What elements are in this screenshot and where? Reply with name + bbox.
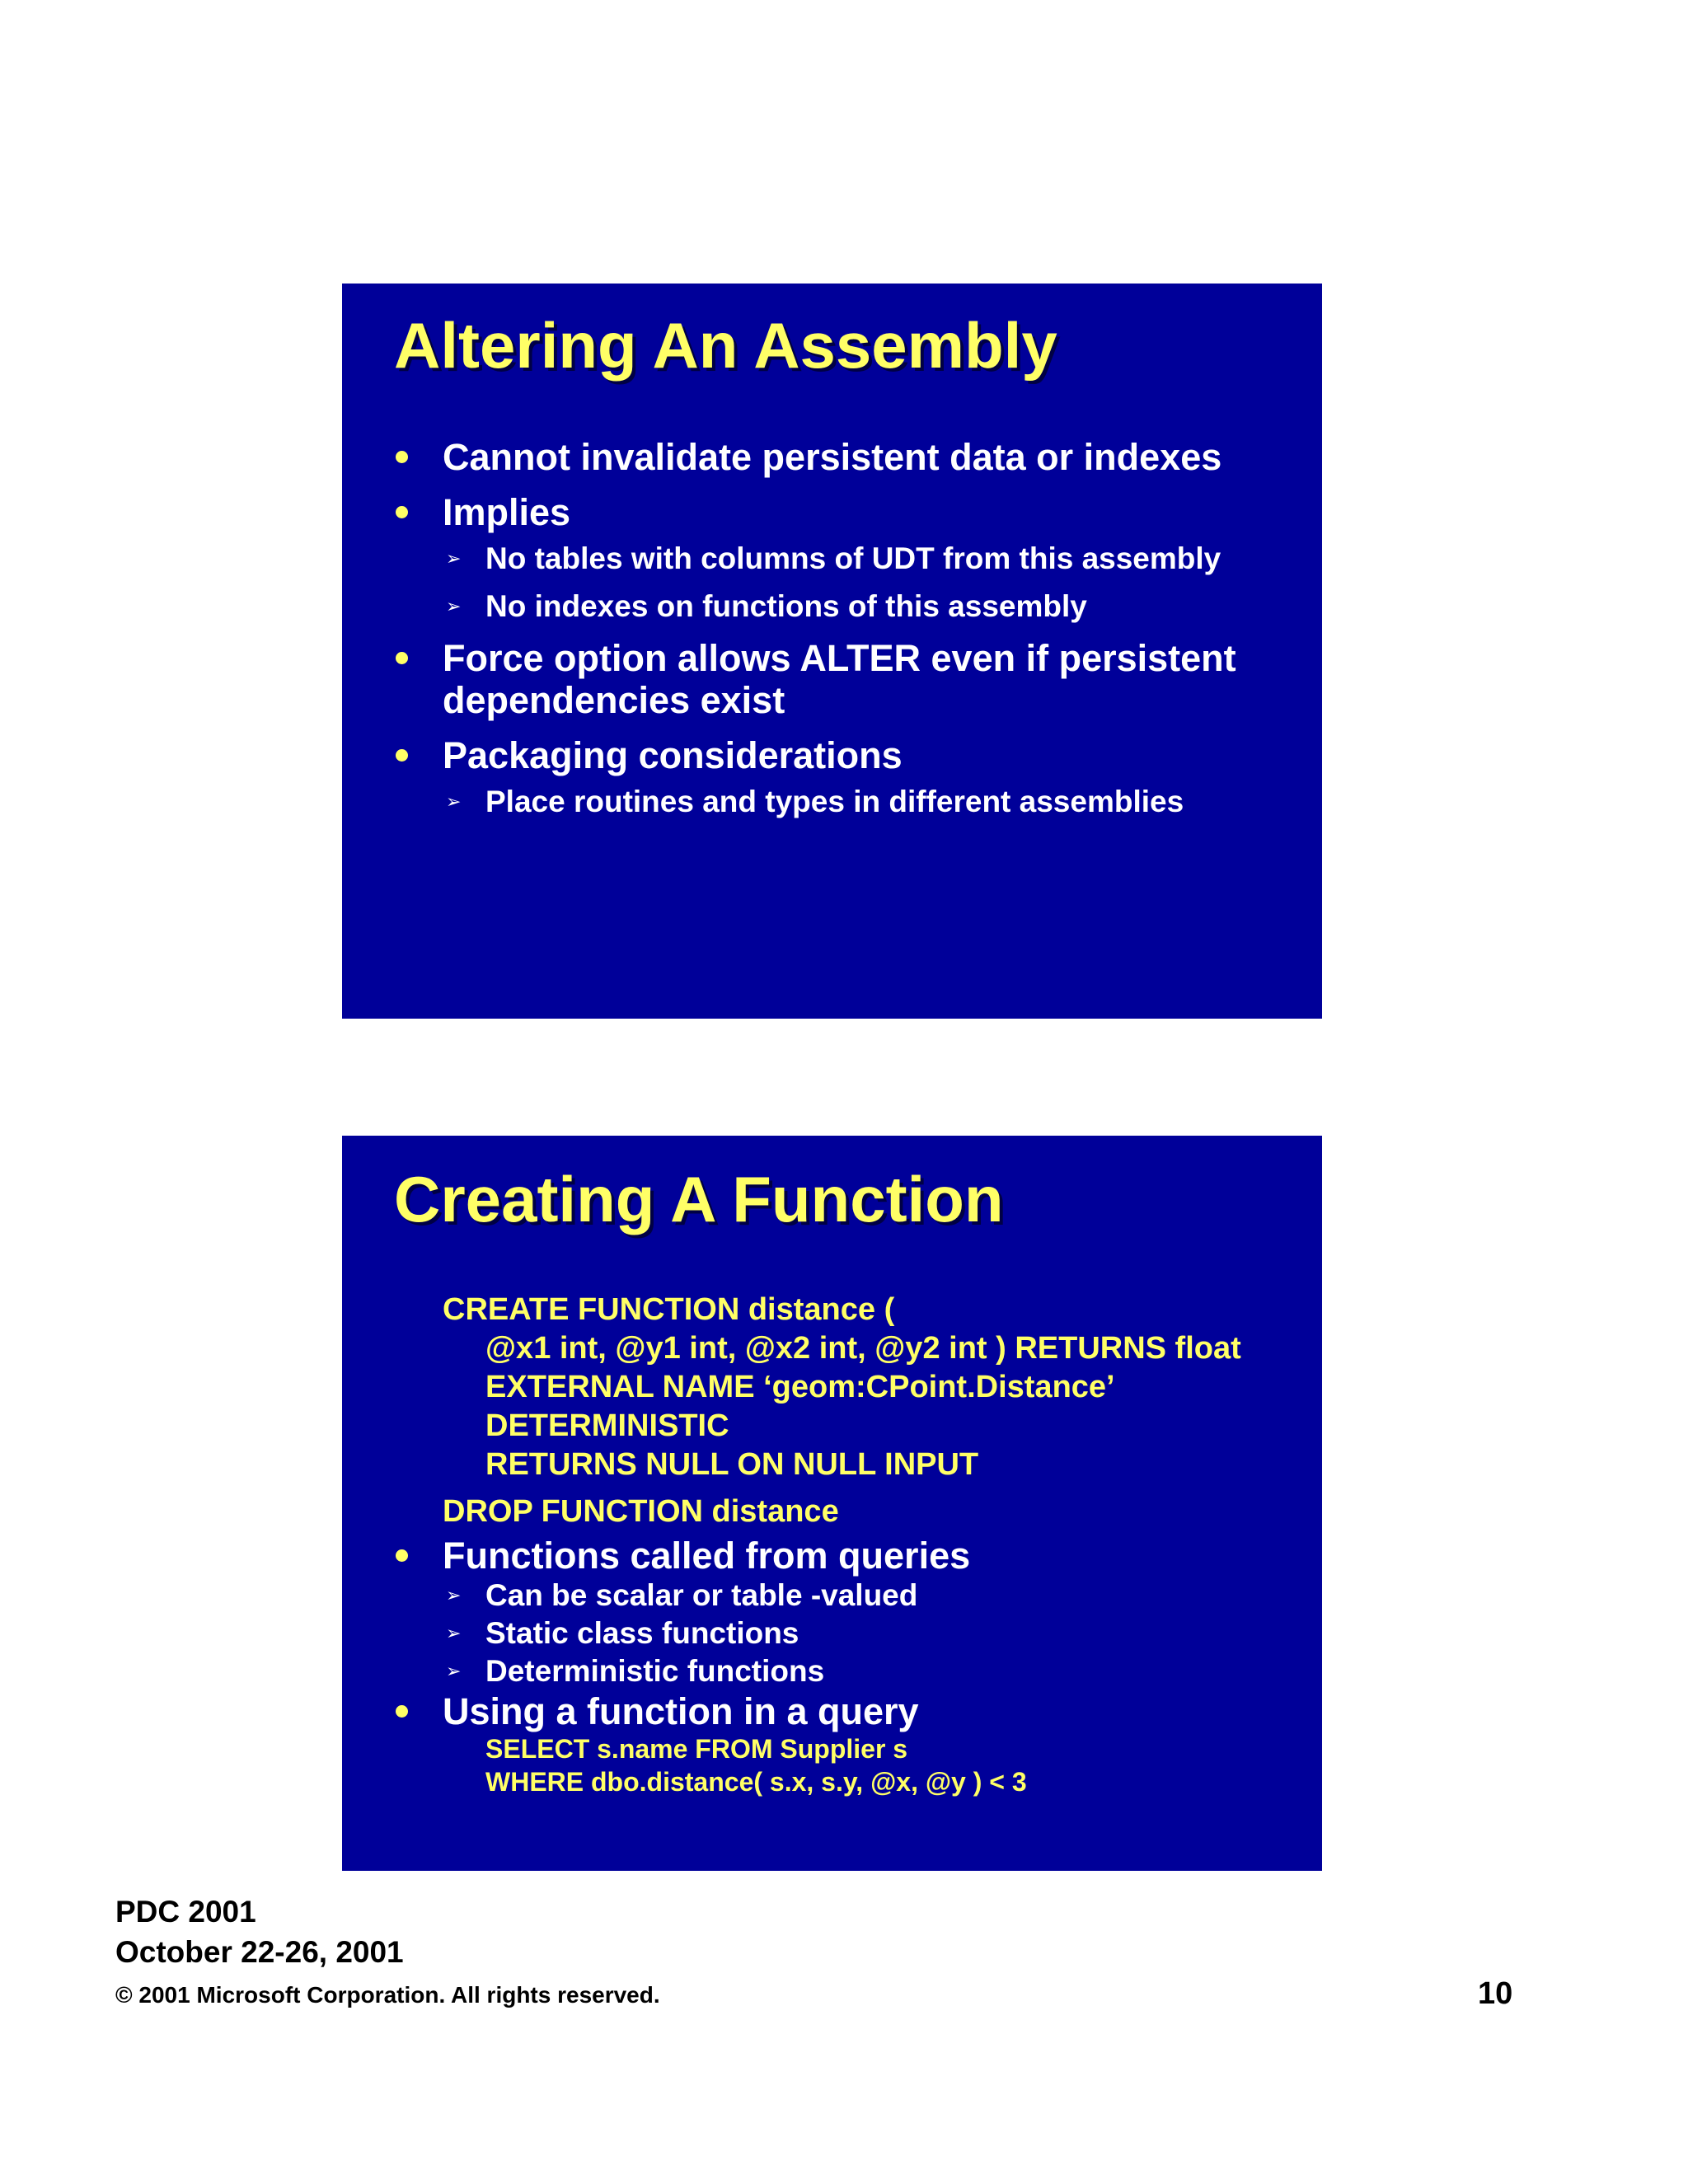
- page-number: 10: [1478, 1976, 1513, 2011]
- bullet-dot-icon: [396, 652, 408, 664]
- event-dates: October 22-26, 2001: [115, 1935, 404, 1969]
- sub-bullet-item: [394, 540, 1289, 578]
- code-line: RETURNS NULL ON NULL INPUT: [485, 1447, 979, 1482]
- bullet-dot-icon: [396, 506, 408, 518]
- sub-bullet-item: [394, 1577, 1289, 1615]
- arrowhead-icon: ➢: [446, 1623, 462, 1643]
- event-name: PDC 2001: [115, 1895, 256, 1929]
- sub-bullet-text: Deterministic functions: [485, 1654, 825, 1688]
- sub-bullet-item: [394, 588, 1289, 626]
- arrowhead-icon: ➢: [446, 548, 462, 569]
- arrowhead-icon: ➢: [446, 596, 462, 616]
- sub-bullet-text: Can be scalar or table -valued: [485, 1578, 918, 1612]
- sub-bullet-text: No tables with columns of UDT from this assembly: [485, 541, 1221, 575]
- slide-title: Creating A Function: [394, 1163, 1004, 1235]
- code-line: EXTERNAL NAME ‘geom:CPoint.Distance’: [485, 1370, 1115, 1404]
- arrowhead-icon: ➢: [446, 1585, 462, 1605]
- sub-bullet-item: [394, 1652, 1289, 1690]
- bullet-dot-icon: [396, 1705, 408, 1718]
- code-line: CREATE FUNCTION distance (: [443, 1292, 895, 1327]
- bullet-item: [394, 1535, 1289, 1577]
- sub-bullet-item: [394, 783, 1289, 821]
- sub-bullet-text: No indexes on functions of this assembly: [485, 589, 1087, 623]
- bullet-item: [394, 637, 1289, 721]
- bullet-dot-icon: [396, 1549, 408, 1562]
- slide-body: [394, 436, 1289, 821]
- footer-event-info: [115, 1891, 404, 1972]
- code-line: SELECT s.name FROM Supplier s: [485, 1734, 908, 1764]
- slide-altering-an-assembly: [342, 284, 1322, 1019]
- bullet-item: [394, 734, 1289, 776]
- bullet-text: Functions called from queries: [443, 1535, 971, 1577]
- bullet-text: Force option allows ALTER even if persistent: [443, 637, 1236, 679]
- code-line: DETERMINISTIC: [485, 1408, 729, 1443]
- code-line: WHERE dbo.distance( s.x, s.y, @x, @y ) < 3: [485, 1767, 1027, 1797]
- bullet-item: [394, 436, 1289, 478]
- code-line: DROP FUNCTION distance: [443, 1494, 839, 1529]
- sub-bullet-text: Place routines and types in different assemblies: [485, 785, 1184, 818]
- sub-bullet-text: Static class functions: [485, 1616, 799, 1650]
- sub-bullet-item: [394, 1615, 1289, 1652]
- bullet-dot-icon: [396, 749, 408, 762]
- bullet-text: Using a function in a query: [443, 1690, 919, 1732]
- slide-creating-a-function: [342, 1136, 1322, 1871]
- slide-body: [394, 1291, 1289, 1798]
- bullet-text: Packaging considerations: [443, 734, 903, 776]
- bullet-dot-icon: [396, 451, 408, 463]
- copyright-notice: © 2001 Microsoft Corporation. All rights reserved.: [115, 1982, 660, 2008]
- bullet-item: [394, 1690, 1289, 1732]
- bullet-text-continued: dependencies exist: [443, 679, 785, 721]
- bullet-text: Implies: [443, 491, 571, 533]
- arrowhead-icon: ➢: [446, 1661, 462, 1681]
- bullet-text: Cannot invalidate persistent data or indexes: [443, 436, 1222, 478]
- code-line: @x1 int, @y1 int, @x2 int, @y2 int ) RETURNS float: [485, 1331, 1241, 1366]
- arrowhead-icon: ➢: [446, 791, 462, 812]
- bullet-item: [394, 491, 1289, 533]
- slide-title: Altering An Assembly: [394, 309, 1057, 382]
